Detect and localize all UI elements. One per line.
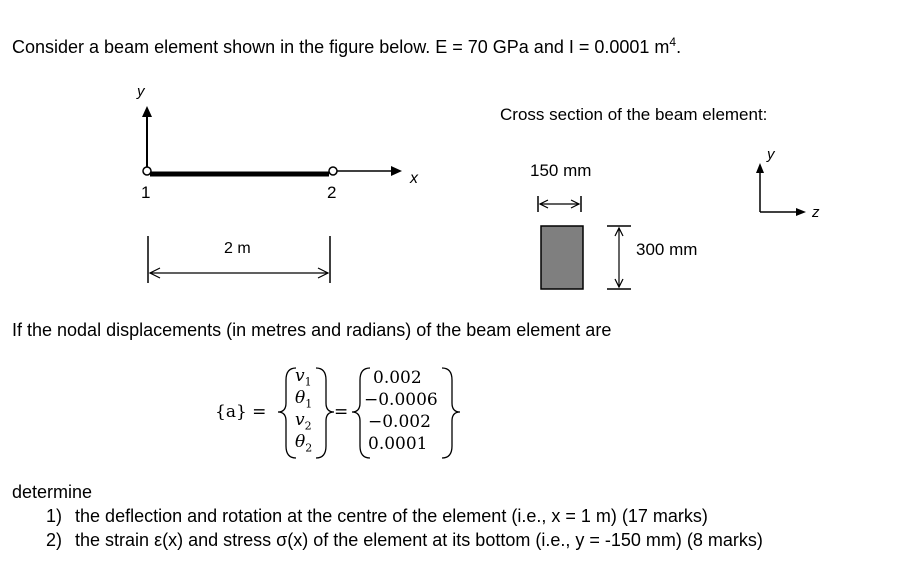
symbol-theta2-sub: 2 [305, 441, 313, 455]
symbol-theta2 [295, 432, 312, 454]
section-y-arrowhead [756, 163, 764, 173]
task-2-text: the strain ε(x) and stress σ(x) of the element at its bottom (i.e., y = -150 mm) (8 marks) [75, 530, 763, 550]
displacement-intro: If the nodal displacements (in metres and radians) of the beam element are [12, 320, 612, 340]
vector-equals: = [334, 402, 349, 422]
axis-x-label: x [410, 170, 418, 187]
task-1-text: the deflection and rotation at the centre of the element (i.e., x = 1 m) (17 marks) [75, 506, 708, 526]
node-2-marker [329, 167, 337, 175]
value-v2: −0.002 [368, 412, 431, 432]
task-2 [46, 530, 763, 551]
section-height-label: 300 mm [636, 240, 698, 259]
left-brace-symbols [278, 368, 296, 458]
symbol-v1-sub: 1 [304, 375, 312, 389]
task-1 [46, 506, 708, 527]
task-1-number: 1) [46, 506, 63, 526]
y-axis-arrowhead [142, 106, 152, 117]
section-z-arrowhead [796, 208, 806, 216]
section-z-label: z [812, 204, 820, 221]
intro-superscript: 4 [669, 35, 677, 49]
axis-y-label: y [137, 83, 145, 100]
symbol-theta2-base: θ [295, 432, 306, 452]
symbol-v2-sub: 2 [304, 419, 312, 433]
section-y-label: y [767, 146, 775, 163]
symbol-v1 [295, 366, 312, 388]
value-theta1: −0.0006 [364, 390, 438, 410]
value-v1: 0.002 [373, 368, 422, 388]
node-1-label: 1 [141, 183, 151, 202]
task-2-number: 2) [46, 530, 63, 550]
right-brace-values [442, 368, 460, 458]
symbol-theta1-sub: 1 [305, 397, 313, 411]
value-theta2: 0.0001 [368, 434, 428, 454]
intro-end: . [676, 37, 682, 57]
symbol-v2 [295, 410, 312, 432]
symbol-theta1-base: θ [295, 388, 306, 408]
symbol-v1-base: v [295, 366, 305, 386]
symbol-theta1 [295, 388, 312, 410]
intro-text: Consider a beam element shown in the figure below. E = 70 GPa and I = 0.0001 m [12, 37, 670, 57]
vector-lhs: {a} = [215, 402, 267, 422]
length-label: 2 m [224, 240, 251, 257]
node-2-label: 2 [327, 183, 337, 202]
determine-label: determine [12, 482, 93, 502]
symbol-v2-base: v [295, 410, 305, 430]
right-brace-symbols [316, 368, 334, 458]
cross-section-title: Cross section of the beam element: [500, 105, 768, 124]
section-width-label: 150 mm [530, 161, 592, 180]
cross-section-rectangle [541, 226, 583, 289]
node-1-marker [143, 167, 151, 175]
x-axis-arrowhead [391, 166, 402, 176]
